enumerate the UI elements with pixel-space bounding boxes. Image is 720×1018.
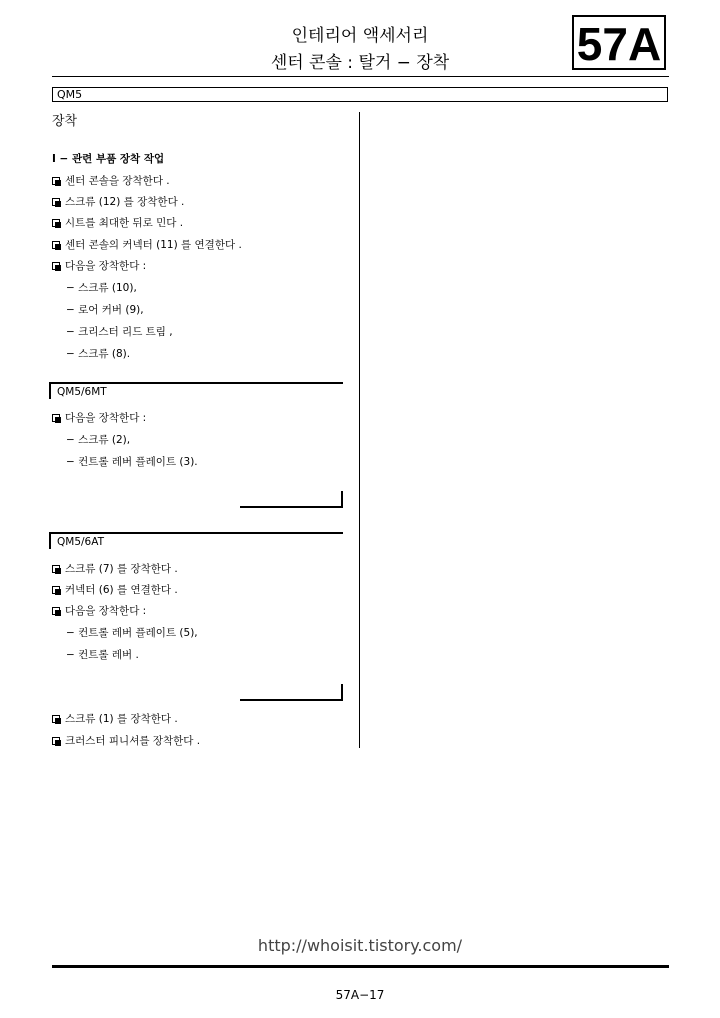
checkbox-bullet-icon bbox=[52, 414, 61, 422]
model-label: QM5 bbox=[52, 87, 668, 102]
variant-header-at: QM5/6AT bbox=[49, 532, 343, 549]
step-item: 스크류 (7) 를 장착한다 . bbox=[52, 561, 178, 576]
checkbox-bullet-icon bbox=[52, 565, 61, 573]
section-number: 57A bbox=[572, 15, 666, 70]
footer-divider bbox=[52, 965, 669, 968]
dash-item: − 컨트롤 레버 플레이트 (3). bbox=[66, 456, 198, 468]
column-divider bbox=[359, 112, 360, 748]
dash-item: − 스크류 (2), bbox=[66, 434, 131, 446]
checkbox-bullet-icon bbox=[52, 586, 61, 594]
dash-item: − 스크류 (10), bbox=[66, 282, 137, 294]
subsection-title: I − 관련 부품 장착 작업 bbox=[52, 153, 165, 165]
step-item: 크러스터 피니셔를 장착한다 . bbox=[52, 733, 200, 748]
section-heading: 장착 bbox=[52, 114, 78, 129]
step-item: 커넥터 (6) 를 연결한다 . bbox=[52, 582, 178, 597]
dash-item: − 컨트롤 레버 . bbox=[66, 649, 139, 661]
step-item: 센터 콘솔을 장착한다 . bbox=[52, 173, 170, 188]
step-item: 다음을 장착한다 : bbox=[52, 410, 146, 425]
dash-item: − 크리스터 리드 트림 , bbox=[66, 326, 173, 338]
dash-item: − 로어 커버 (9), bbox=[66, 304, 144, 316]
checkbox-bullet-icon bbox=[52, 219, 61, 227]
step-item: 다음을 장착한다 : bbox=[52, 258, 146, 273]
checkbox-bullet-icon bbox=[52, 715, 61, 723]
checkbox-bullet-icon bbox=[52, 177, 61, 185]
header-title-line1: 인테리어 액세서리 bbox=[291, 26, 429, 46]
variant-header-mt: QM5/6MT bbox=[49, 382, 343, 399]
header-title-line2: 센터 콘솔 : 탈거 − 장착 bbox=[270, 53, 450, 73]
dash-item: − 스크류 (8). bbox=[66, 348, 131, 360]
section-end-mark bbox=[240, 684, 343, 701]
step-item: 스크류 (1) 를 장착한다 . bbox=[52, 711, 178, 726]
page-number: 57A−17 bbox=[335, 988, 385, 1002]
section-end-mark bbox=[240, 491, 343, 508]
dash-item: − 컨트롤 레버 플레이트 (5), bbox=[66, 627, 198, 639]
step-item: 다음을 장착한다 : bbox=[52, 603, 146, 618]
step-item: 시트를 최대한 뒤로 민다 . bbox=[52, 215, 183, 230]
checkbox-bullet-icon bbox=[52, 607, 61, 615]
checkbox-bullet-icon bbox=[52, 737, 61, 745]
header-divider bbox=[52, 76, 669, 77]
checkbox-bullet-icon bbox=[52, 262, 61, 270]
step-item: 센터 콘솔의 커넥터 (11) 를 연결한다 . bbox=[52, 237, 242, 252]
footer-url: http://whoisit.tistory.com/ bbox=[257, 936, 463, 955]
checkbox-bullet-icon bbox=[52, 241, 61, 249]
step-item: 스크류 (12) 를 장착한다 . bbox=[52, 194, 184, 209]
checkbox-bullet-icon bbox=[52, 198, 61, 206]
